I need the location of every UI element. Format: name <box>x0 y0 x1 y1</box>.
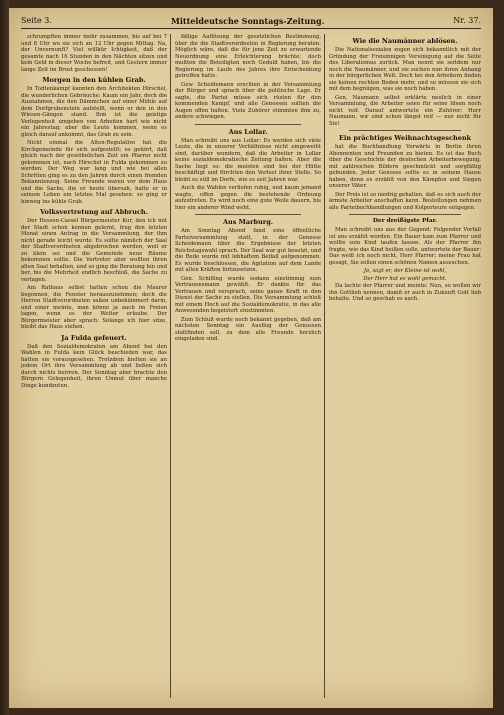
article-heading: Ein prächtiges Weihnachtsgeschenk <box>338 134 472 142</box>
paragraph: Der Hessen-Cassel Bürgermeister Kur, den ich mit der Stadt schon kennen gelernt, trug den letzten Monat einen Antrag in die Versammlung, der ihm nicht gerade leicht wurde. Es sollte nämlich der Saal der Stadtverordneten abgebrochen werden, weil er zu klein sei und die Gemeinde neue Räume bekommen sollte. Die Vertreter aber wollten ihren alten Saal behalten, und so ging die Beratung hin und her, bis die Mehrheit endlich beschloß, die Sache zu vertagen. <box>21 218 167 283</box>
paragraph: Am Sonntag Abend fand eine öffentliche Parteiversammlung statt, in der Genosse Scheidemann über die Ergebnisse der letzten Reichstagswahl sprach. Der Saal war gut besetzt, und die Rede wurde mit lebhaftem Beifall aufgenommen. Es wurde beschlossen, die Agitation auf dem Lande mit allen Kräften fortzusetzen. <box>175 228 321 273</box>
paragraph: Man schreibt uns aus Lollar: Es werden sich viele Leute, die in unserer Verhältnisse nicht eingeweiht sind, darüber wundern, daß die Arbeiter in Lollar keine sozialdemokratische Zeitung halten. Aber die Sache liegt so: die meisten sind bei der Hütte beschäftigt und fürchten den Verlust ihrer Stelle. So bleibt es still im Dorfe, wie es seit Jahren war. <box>175 137 321 183</box>
issue-number: Nr. 37. <box>453 16 481 25</box>
article-heading: Volksvertretung auf Abbruch. <box>40 208 148 216</box>
article-heading: Aus Marburg. <box>222 218 274 226</box>
paragraph: Am Rathaus selbst hatten schon die Maurer begonnen, die Fenster herauszunehmen; doch die Herren Stadtverordneten saßen unbekümmert darin, und einer meinte, man könne ja auch im Freien tagen, wenn es der Wetter erlaube. Der Bürgermeister aber sprach: Solange ich hier sitze, bleibt das Haus stehen. <box>21 285 167 330</box>
section-divider <box>195 214 301 215</box>
article-heading: Der dreißigste Pfar. <box>372 218 438 224</box>
section-divider <box>349 214 461 215</box>
paragraph: Zum Schluß wurde noch bekannt gegeben, daß am nächsten Sonntag ein Ausflug der Genossen stattfinden soll, zu dem alle Freunde herzlich eingeladen sind. <box>175 316 321 342</box>
article-heading: Morgen in den kühlen Grab. <box>42 76 146 84</box>
column-rule <box>170 34 171 698</box>
paragraph: Nicht einmal die Alten-Regulative hat die Kirchgemeinde für sich aufgestellt; es gehört, daß gleich nach der gewöhnlichen Zeit ein Pfarrer nicht gekommen ist, nach Hirschel in Fulda gekommen zu werden. Der Weg war lang und wie bei allen Schritten ging es zu den Jahren durch einen fremden Bekanntenzug. Seine Freunde waren vor dem Haus und die Sache, die er heute übersah, hatte er in seinem Leben ein letztes Mal gesehen: so ging er hinweg ins kühle Grab. <box>21 140 167 205</box>
column-3 <box>329 34 481 698</box>
newspaper-page <box>9 8 493 708</box>
article-heading: Aus Lollar. <box>228 127 268 136</box>
paragraph: Man schreibt uns aus der Gegend: Folgender Vorfall ist uns erzählt worden. Ein Bauer kam zum Pfarrer und wollte sein Kind taufen lassen. Als der Pfarrer ihn fragte, wie das Kind heißen solle, antwortete der Bauer: Das weiß ich noch nicht, Herr Pfarrer; meine Frau hat gesagt, Sie sollen einen schönen Namen aussuchen. <box>329 227 481 266</box>
paragraph: Der Preis ist so niedrig gehalten, daß es sich auch der ärmste Arbeiter anschaffen kann. Bestellungen nehmen alle Parteibuchhandlungen und Kolporteure entgegen. <box>329 191 481 211</box>
paragraph: Gen. Schilling wurde sodann einstimmig zum Vertrauensmann gewählt. Er dankte für das Vertrauen und versprach, seine ganze Kraft in den Dienst der Sache zu stellen. Die Versammlung schloß mit einem Hoch auf die Sozialdemokratie, in das alle Anwesenden begeistert einstimmten. <box>175 275 321 314</box>
column-rule <box>324 34 325 698</box>
paragraph: Da lachte der Pfarrer und meinte: Nun, so wollen wir ihn Gottlieb nennen, damit er auch in Zukunft Gott lieb behalte. Und so geschah es auch. <box>329 283 481 302</box>
paragraph: Gen. Naumann selbst erklärte neulich in einer Versammlung, die Arbeiter seien für seine Ideen noch nicht reif. Darauf antwortete ein Zuhörer: Herr Naumann, wir sind schon längst reif — nur nicht für Sie! <box>329 94 481 127</box>
section-divider <box>195 124 301 125</box>
paragraph: Auch die Wahlen verliefen ruhig, und kaum jemand wagte, offen gegen die bestehende Ordnung aufzutreten. Es wird noch eine gute Weile dauern, bis hier ein anderer Wind weht. <box>175 185 321 211</box>
page-binding <box>0 0 9 715</box>
page-header <box>21 14 481 29</box>
article-heading: Ja Fulda gefeuert. <box>61 333 127 342</box>
section-divider <box>349 130 461 131</box>
page-number: Seite 3. <box>21 16 52 25</box>
paragraph: Daß den Sozialdemokraten am Abend bei den Wahlen in Fulda kein Glück beschieden war, das hatten sie vorausgesehen. Trotzdem hielten sie an jedem Ort ihre Versammlung ab und ließen sich durch nichts beirren. Der Sonntag aber brachte den Bürgern Gelegenheit, ihren Unmut über manche Dinge kundzutun. <box>21 343 167 389</box>
column-1 <box>21 34 167 698</box>
paragraph: hat die Buchhandlung Vorwärts in Berlin ihren Abonnenten und Freunden zu bieten. Es ist das Buch über die Geschichte der deutschen Arbeiterbewegung, mit zahlreichen Bildern geschmückt und sorgfältig gebunden. Jeder Genosse sollte es in seinem Hause haben, denn es erzählt von den Kämpfen und Siegen unserer Väter. <box>329 144 481 189</box>
article-heading: Wie die Naumänner ablösen. <box>352 37 458 45</box>
paragraph: In Todtenkampf kannten den Architekten Hirschel, die wunderlichen Gebräuche: Kaum ein Jahr, doch die Ausnahmen, die den Dämmchen auf einer Mühle auf dem Dorfgrubenstein aufstellt, wenn er den in den Wiesen-Gängen stand. Ihm ist die geistige Verlegenheit umgeben von Arbeiten hart wie nicht ein Jahrestag; aber die Leute kommen, wenn es gleich darauf ankommt, das Grab zu sein. <box>21 86 167 138</box>
masthead-title: Mitteldeutsche Sonntags-Zeitung. <box>171 16 325 26</box>
column-2 <box>175 34 321 698</box>
paragraph: fällige Auflösung der gesetzlichen Bestimmung, über die die Stadtverordneten in Regierung beraten. Möglich wäre, daß die für jene Zeit zu erwartende Neuordnung eine Erleichterung brächte; doch mußten die Beteiligten noch Geduld haben, bis die Regierung im Laufe des Jahres ihre Entscheidung getroffen hatte. <box>175 34 321 79</box>
paragraph: Gew. Scheidemann erschien in der Versammlung der Bürger und sprach über die politische Lage. Er sagte, die Partei müsse sich rüsten für den kommenden Kampf, und alle Genossen sollten die Augen offen halten. Viele Zuhörer stimmten ihm zu, andere schwiegen. <box>175 81 321 120</box>
paragraph: schrumpften immer mehr zusammen, bis auf bei 7 und 8 Uhr wo sie sich an 12 Uhr gegen Mittag. Na, der Unvernunft? Viel willkür Ichtigkeit, daß der gesamte nach 16 Stunden in den Nächten sitzen und kein Geld in dieser Woche befreit, und Gestern immer lange Zeit im Brust geschossen! <box>21 34 167 73</box>
verse-line: Ja, sagt er, der Kleine ist wohl, <box>363 268 447 274</box>
paragraph: Die Nationalsozialen zogen sich bekanntlich mit der Gründung der Freisinnigen Vereinigung auf die Seite des Liberalismus zurück. Man nennt sie seitdem nur noch die Naumänner, und sie suchen nun ihren Anhang in der bürgerlichen Welt. Doch bei den Arbeitern finden sie keinen rechten Boden mehr, und so müssen sie sich mit dem begnügen, was sie noch haben. <box>329 47 481 92</box>
verse-line: Der Herr hat es wohl gemacht. <box>363 275 447 282</box>
